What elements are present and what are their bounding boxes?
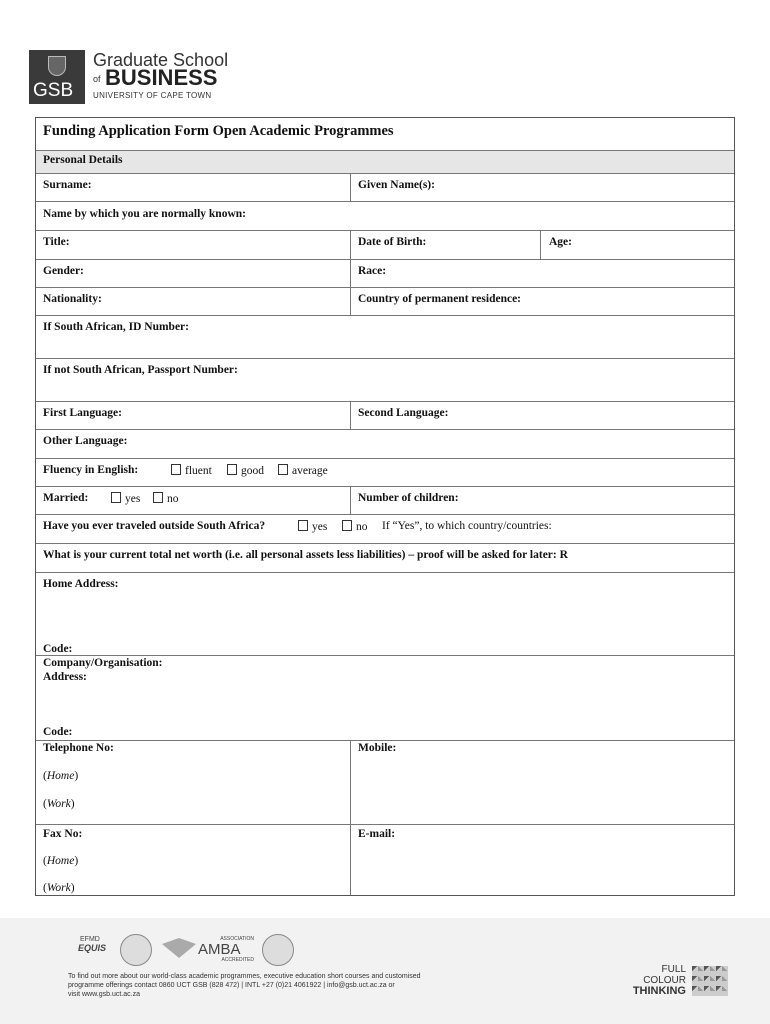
email-cell [350, 825, 734, 895]
telephone-label[interactable]: Telephone No: [43, 742, 114, 754]
fluency-good-label: good [241, 465, 264, 477]
passport-label[interactable]: If not South African, Passport Number: [43, 364, 238, 376]
row-home-address [36, 573, 734, 656]
net-worth-label[interactable]: What is your current total net worth (i.e. all personal assets less liabilities) – proof will be asked for later: R [43, 549, 568, 561]
footer-text-line-1: To find out more about our world-class academic programmes, executive education short courses and customised [68, 973, 421, 980]
row-other-language [36, 430, 734, 459]
equis-logo [66, 936, 112, 964]
fluency-label: Fluency in English: [43, 464, 139, 476]
second-language-label[interactable]: Second Language: [358, 407, 449, 419]
logo-line-1: Graduate School [93, 50, 229, 70]
fluency-average-label: average [292, 465, 328, 477]
second-language-cell [350, 402, 734, 429]
row-net-worth [36, 544, 734, 573]
dob-label[interactable]: Date of Birth: [358, 236, 427, 248]
amba-text: AMBA [198, 941, 241, 958]
checkbox-icon[interactable] [171, 464, 181, 475]
logo-of: of [93, 74, 101, 84]
row-company [36, 656, 734, 741]
section-header [36, 150, 734, 174]
logo-abbr: GSB [33, 80, 74, 101]
telephone-home[interactable]: (Home) [43, 770, 79, 782]
checkbox-icon[interactable] [111, 492, 121, 503]
travel-no-label: no [356, 521, 368, 533]
fct-line-1: FULL [661, 964, 686, 975]
diamond-icon [162, 938, 196, 958]
children-label[interactable]: Number of children: [358, 492, 459, 504]
travel-no-option[interactable] [342, 520, 368, 533]
row-fax [36, 825, 734, 895]
logo-mark [29, 50, 85, 104]
full-colour-thinking-logo [600, 964, 686, 997]
race-label[interactable]: Race: [358, 265, 387, 277]
married-yes-option[interactable] [111, 492, 140, 505]
given-names-label[interactable]: Given Name(s): [358, 179, 435, 191]
row-name [36, 174, 734, 202]
equis-text: EQUIS [78, 943, 107, 953]
checkbox-icon[interactable] [227, 464, 237, 475]
row-passport [36, 359, 734, 402]
fluency-average-option[interactable] [278, 464, 328, 477]
home-address-label[interactable]: Home Address: [43, 578, 119, 590]
home-text: Home [46, 770, 75, 782]
row-fluency [36, 459, 734, 487]
other-language-label[interactable]: Other Language: [43, 435, 128, 447]
company-code-label[interactable]: Code: [43, 726, 73, 738]
crest-icon [48, 56, 66, 76]
gsb-logo [29, 50, 229, 104]
row-travel [36, 515, 734, 544]
row-languages [36, 402, 734, 430]
sa-id-label[interactable]: If South African, ID Number: [43, 321, 189, 333]
dob-cell [350, 231, 540, 259]
known-name-label[interactable]: Name by which you are normally known: [43, 208, 246, 220]
funding-application-form [35, 117, 735, 896]
fct-line-2: COLOUR [643, 975, 686, 986]
mosaic-icon [692, 966, 728, 996]
footer-text-line-3: visit www.gsb.uct.ac.za [68, 991, 140, 998]
travel-yes-label: yes [312, 521, 328, 533]
row-married [36, 487, 734, 515]
home-text: Home [46, 855, 75, 867]
residence-cell [350, 288, 734, 315]
accreditation-seal-icon [262, 934, 294, 966]
mobile-label[interactable]: Mobile: [358, 742, 397, 754]
amba-logo [198, 936, 254, 964]
fax-home[interactable]: (Home) [43, 855, 79, 867]
logo-line-2: BUSINESS [105, 65, 218, 90]
email-label[interactable]: E-mail: [358, 828, 396, 840]
married-yes-label: yes [125, 493, 141, 505]
footer-text-line-2: programme offerings contact 0860 UCT GSB (828 472) | INTL +27 (0)21 4061922 | info@gsb.uct.ac.za or [68, 982, 395, 989]
travel-followup-label[interactable]: If “Yes”, to which country/countries: [382, 520, 552, 532]
form-title: Funding Application Form Open Academic Programmes [43, 123, 394, 139]
telephone-work[interactable]: (Work) [43, 798, 75, 810]
row-nationality [36, 288, 734, 316]
row-telephone [36, 741, 734, 825]
mobile-cell [350, 741, 734, 824]
work-text: Work [46, 798, 71, 810]
fluency-fluent-option[interactable] [171, 464, 212, 477]
amba-bottom-text: ACCREDITED [221, 957, 254, 963]
row-sa-id [36, 316, 734, 359]
checkbox-icon[interactable] [298, 520, 308, 531]
first-language-label[interactable]: First Language: [43, 407, 122, 419]
age-label[interactable]: Age: [549, 236, 572, 248]
fct-line-3: THINKING [632, 985, 686, 997]
gender-label[interactable]: Gender: [43, 265, 84, 277]
company-address-label[interactable]: Address: [43, 671, 87, 683]
aacsb-seal-icon [120, 934, 152, 966]
checkbox-icon[interactable] [153, 492, 163, 503]
children-cell [350, 487, 734, 514]
married-no-label: no [167, 493, 179, 505]
race-cell [350, 260, 734, 287]
home-code-label[interactable]: Code: [43, 643, 73, 655]
section-personal-details: Personal Details [43, 154, 123, 166]
checkbox-icon[interactable] [278, 464, 288, 475]
fluency-fluent-label: fluent [185, 465, 212, 477]
work-text: Work [46, 882, 71, 894]
title-label[interactable]: Title: [43, 236, 70, 248]
nationality-label[interactable]: Nationality: [43, 293, 102, 305]
efmd-text: EFMD [80, 936, 100, 943]
footer-contact-text [68, 972, 421, 999]
married-label: Married: [43, 492, 89, 504]
country-residence-label[interactable]: Country of permanent residence: [358, 293, 521, 305]
amba-top-text: ASSOCIATION [220, 936, 254, 942]
logo-line-3: UNIVERSITY OF CAPE TOWN [93, 91, 212, 100]
fax-label[interactable]: Fax No: [43, 828, 83, 840]
fluency-good-option[interactable] [227, 464, 264, 477]
given-names-cell [350, 174, 734, 201]
age-cell [540, 231, 734, 259]
fax-work[interactable]: (Work) [43, 882, 75, 894]
married-no-option[interactable] [153, 492, 179, 505]
row-title [36, 231, 734, 260]
company-label[interactable]: Company/Organisation: [43, 657, 163, 669]
travel-label: Have you ever traveled outside South Africa? [43, 520, 266, 532]
surname-label[interactable]: Surname: [43, 179, 92, 191]
checkbox-icon[interactable] [342, 520, 352, 531]
footer [0, 918, 770, 1024]
travel-yes-option[interactable] [298, 520, 327, 533]
row-gender [36, 260, 734, 288]
row-known-name [36, 202, 734, 231]
